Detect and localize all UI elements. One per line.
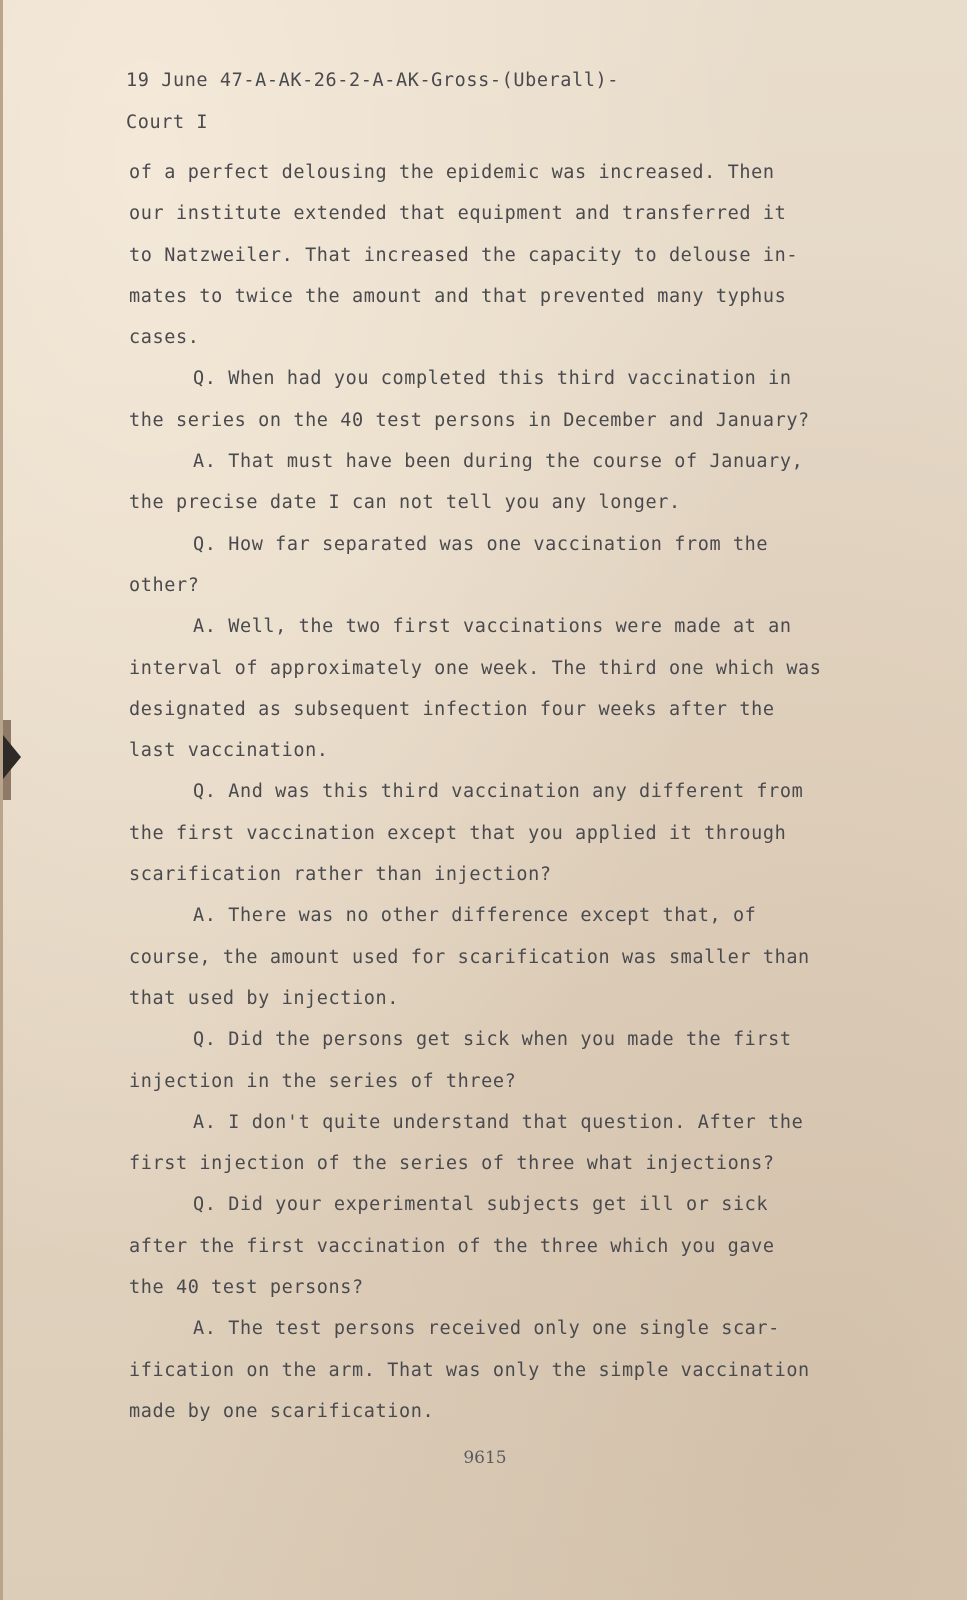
text-line: made by one scarification. bbox=[129, 1400, 435, 1422]
testimony-paragraph bbox=[129, 152, 869, 358]
text-line: Q. Did the persons get sick when you made the first bbox=[193, 1029, 792, 1051]
document-header bbox=[126, 60, 619, 144]
testimony-text bbox=[129, 152, 869, 1432]
text-line: Q. How far separated was one vaccination from the bbox=[193, 533, 769, 555]
testimony-paragraph bbox=[129, 606, 869, 771]
text-line: Q. When had you completed this third vaccination in bbox=[193, 368, 792, 390]
header-court-line: Court I bbox=[126, 112, 209, 133]
page-number: 9615 bbox=[463, 1448, 507, 1468]
text-line: of a perfect delousing the epidemic was increased. Then bbox=[129, 162, 775, 183]
text-line: our institute extended that equipment and transferred it bbox=[129, 203, 787, 225]
text-line: course, the amount used for scarification was smaller than bbox=[129, 946, 810, 968]
text-line: to Natzweiler. That increased the capacity to delouse in- bbox=[129, 244, 799, 266]
text-line: other? bbox=[129, 574, 200, 596]
testimony-paragraph bbox=[129, 441, 869, 524]
text-line: after the first vaccination of the three which you gave bbox=[129, 1235, 775, 1257]
text-line: the series on the 40 test persons in December and January? bbox=[129, 409, 810, 431]
text-line: A. The test persons received only one single scar- bbox=[193, 1318, 780, 1340]
text-line: A. That must have been during the course of January, bbox=[193, 451, 804, 473]
text-line: the precise date I can not tell you any longer. bbox=[129, 492, 681, 514]
testimony-paragraph bbox=[129, 771, 869, 895]
text-line: designated as subsequent infection four weeks after the bbox=[129, 698, 775, 720]
text-line: scarification rather than injection? bbox=[129, 864, 552, 886]
text-line: the first vaccination except that you applied it through bbox=[129, 822, 787, 844]
header-session-line: 19 June 47-A-AK-26-2-A-AK-Gross-(Uberall)- bbox=[126, 70, 619, 91]
text-line: A. I don't quite understand that question. After the bbox=[193, 1111, 804, 1133]
testimony-paragraph bbox=[129, 895, 869, 1019]
testimony-paragraph bbox=[129, 1184, 869, 1308]
text-line: that used by injection. bbox=[129, 987, 399, 1009]
text-line: A. Well, the two first vaccinations were made at an bbox=[193, 616, 792, 638]
text-line: A. There was no other difference except that, of bbox=[193, 905, 757, 927]
text-line: ification on the arm. That was only the simple vaccination bbox=[129, 1359, 810, 1381]
text-line: injection in the series of three? bbox=[129, 1070, 517, 1092]
text-line: cases. bbox=[129, 327, 200, 349]
testimony-paragraph bbox=[129, 358, 869, 441]
testimony-paragraph bbox=[129, 1308, 869, 1432]
text-line: first injection of the series of three what injections? bbox=[129, 1153, 775, 1175]
text-line: mates to twice the amount and that prevented many typhus bbox=[129, 285, 787, 307]
text-line: Q. Did your experimental subjects get ill or sick bbox=[193, 1194, 769, 1216]
testimony-paragraph bbox=[129, 524, 869, 607]
text-line: interval of approximately one week. The third one which was bbox=[129, 657, 822, 679]
text-line: the 40 test persons? bbox=[129, 1277, 364, 1299]
text-line: last vaccination. bbox=[129, 740, 329, 762]
page-edge-tear bbox=[3, 735, 21, 779]
testimony-paragraph bbox=[129, 1102, 869, 1185]
testimony-paragraph bbox=[129, 1019, 869, 1102]
text-line: Q. And was this third vaccination any different from bbox=[193, 781, 804, 803]
